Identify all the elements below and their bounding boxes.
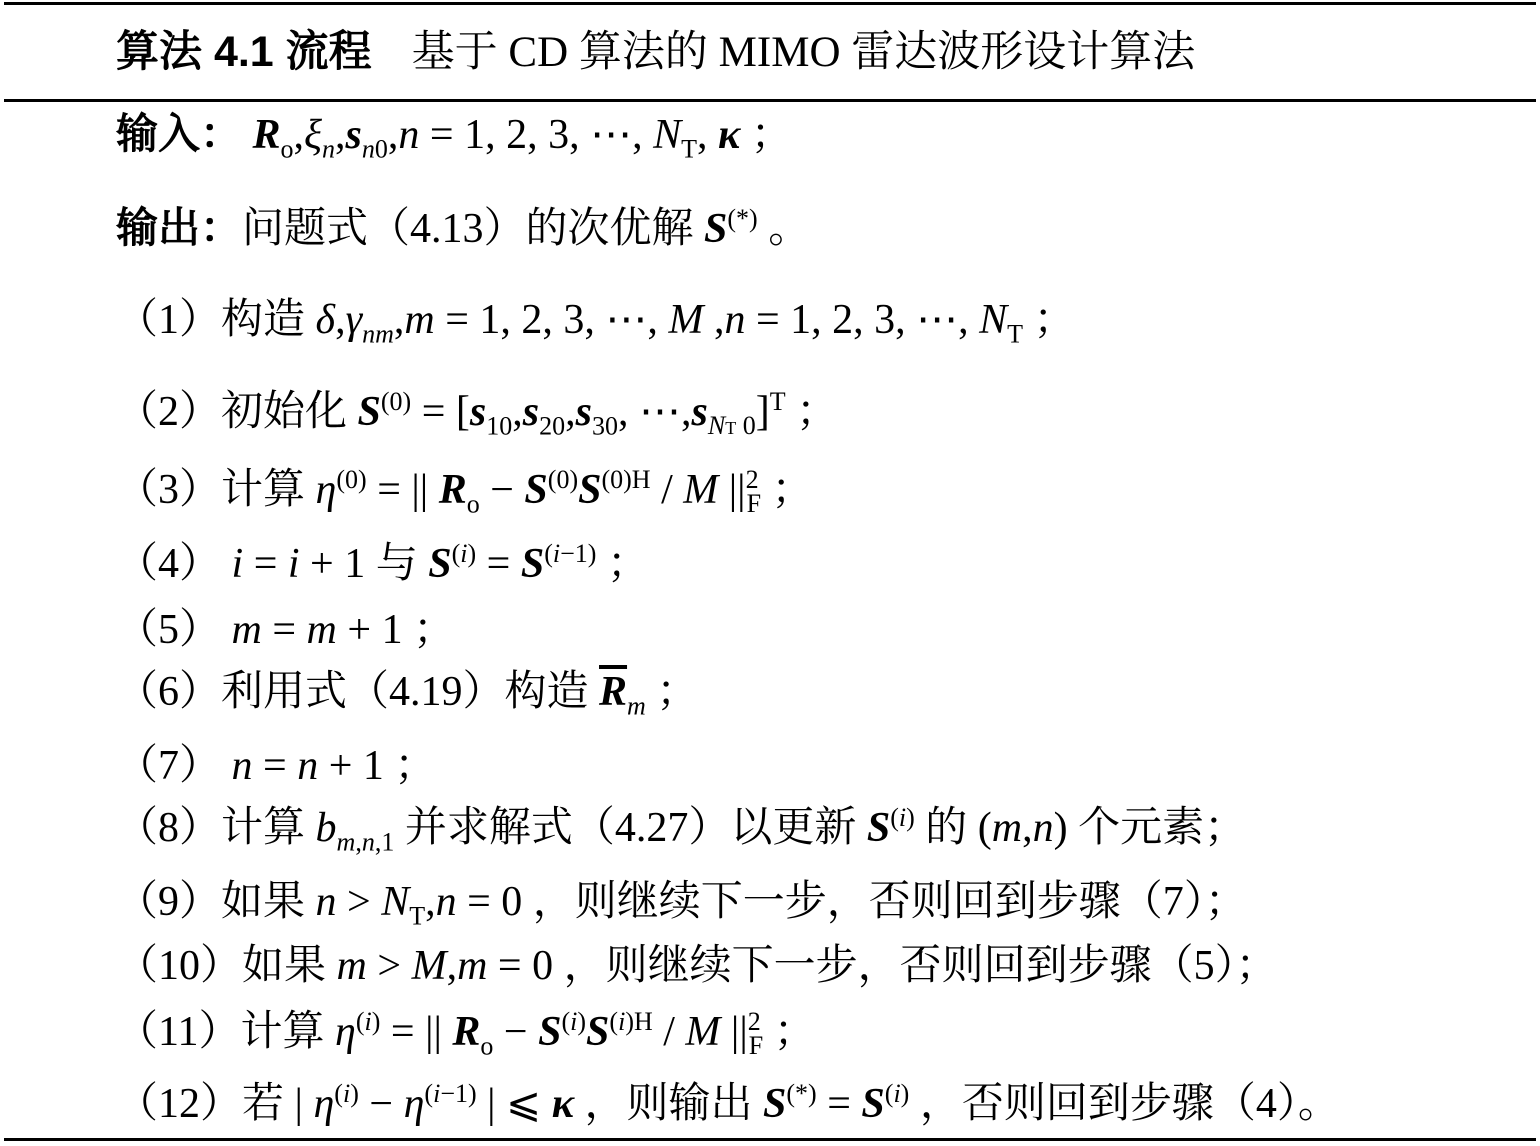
step-9 bbox=[116, 872, 1247, 932]
step-text: 利用式（4.19）构造 bbox=[221, 669, 589, 715]
step-6 bbox=[116, 662, 698, 722]
output-line bbox=[116, 198, 810, 258]
step-text: 如果 bbox=[242, 943, 327, 989]
algorithm-label: 算法 4.1 流程 bbox=[116, 28, 372, 76]
step-number: （6） bbox=[116, 669, 222, 715]
step-number: （4） bbox=[116, 541, 222, 587]
table-header-rule bbox=[4, 99, 1536, 102]
step-expression: $n > N_T,n = 0$ ，则继续下一步，否则回到步骤（7）； bbox=[315, 879, 1247, 931]
step-1 bbox=[116, 290, 1076, 350]
step-expression: m = m + 1 ； bbox=[231, 607, 456, 653]
step-5 bbox=[116, 600, 455, 660]
step-12 bbox=[116, 1074, 1340, 1134]
output-expression: S(*) 。 bbox=[704, 204, 811, 252]
input-line bbox=[116, 104, 793, 164]
output-text: 问题式（4.13）的次优解 bbox=[242, 206, 694, 252]
step-text: 如果 bbox=[221, 879, 306, 925]
step-number: （10） bbox=[116, 943, 243, 989]
step-text: 若 bbox=[242, 1081, 285, 1127]
step-text: 初始化 bbox=[221, 389, 348, 435]
step-expression: n = n + 1 ； bbox=[231, 743, 437, 789]
step-expression: | $\eta^{(i)} - \eta^{(i-1)}$ | ⩽ κ ，则输出 $S^{(*)} = S^{(i)}$ ，否则回到步骤（4）。 bbox=[294, 1079, 1340, 1127]
step-expression: $\eta^{(i)}$ = || $R_o - S^{(i)}S^{(i)H} / M$ $||^2_F$ ； bbox=[334, 1007, 816, 1061]
step-expression: i = i + 1 与 $S^{(i)} = S^{(i-1)}$ ； bbox=[231, 539, 649, 587]
step-expression: $\overline{R}_m$ ； bbox=[599, 669, 699, 721]
input-expression: $R_o,\xi_n,s_{n0},n = 1$, 2, 3, ⋯, $N_T$, κ ； bbox=[252, 112, 793, 164]
step-text: 计算 bbox=[221, 805, 306, 851]
step-expression: $b_{m,n,1}$ 并求解式（4.27）以更新 $S^{(i)}$ 的 (m,n) 个元素； bbox=[315, 803, 1247, 857]
table-bottom-rule bbox=[4, 1138, 1536, 1141]
step-expression: $S^{(0)} = [s_{10},s_{20},s_{30}$, $\cdots,s_{NT 0}]^T$ ； bbox=[357, 387, 839, 441]
input-label: 输入： bbox=[116, 110, 243, 157]
algorithm-title bbox=[116, 24, 1195, 80]
step-8 bbox=[116, 798, 1246, 858]
step-number: （7） bbox=[116, 743, 222, 789]
step-expression: $\eta^{(0)}$ = || $R_o - S^{(0)}S^{(0)H} / M$ $||^2_F$ ； bbox=[315, 465, 814, 519]
step-10 bbox=[116, 936, 1278, 996]
step-number: （9） bbox=[116, 879, 222, 925]
step-text: 计算 bbox=[240, 1009, 325, 1055]
table-top-rule bbox=[4, 2, 1536, 5]
step-number: （2） bbox=[116, 389, 222, 435]
step-number: （11） bbox=[116, 1009, 241, 1055]
step-11 bbox=[116, 1002, 816, 1062]
step-7 bbox=[116, 736, 436, 796]
algorithm-title-text: 基于 CD 算法的 MIMO 雷达波形设计算法 bbox=[411, 29, 1196, 76]
step-text: 计算 bbox=[221, 467, 306, 513]
step-text: 构造 bbox=[221, 297, 306, 343]
step-number: （1） bbox=[116, 297, 222, 343]
step-number: （12） bbox=[116, 1081, 243, 1127]
step-2 bbox=[116, 382, 838, 442]
step-number: （8） bbox=[116, 805, 222, 851]
step-expression: m > M,m = 0 ，则继续下一步，否则回到步骤（5）； bbox=[336, 943, 1278, 989]
step-number: （5） bbox=[116, 607, 222, 653]
step-4 bbox=[116, 534, 649, 594]
step-number: （3） bbox=[116, 467, 222, 513]
output-label: 输出： bbox=[116, 204, 243, 251]
step-3 bbox=[116, 460, 814, 520]
step-expression: $\delta,\gamma_{nm},m = 1$, 2, 3, ⋯, M ,n = 1, 2, 3, ⋯, $N_T$ ； bbox=[315, 297, 1076, 349]
